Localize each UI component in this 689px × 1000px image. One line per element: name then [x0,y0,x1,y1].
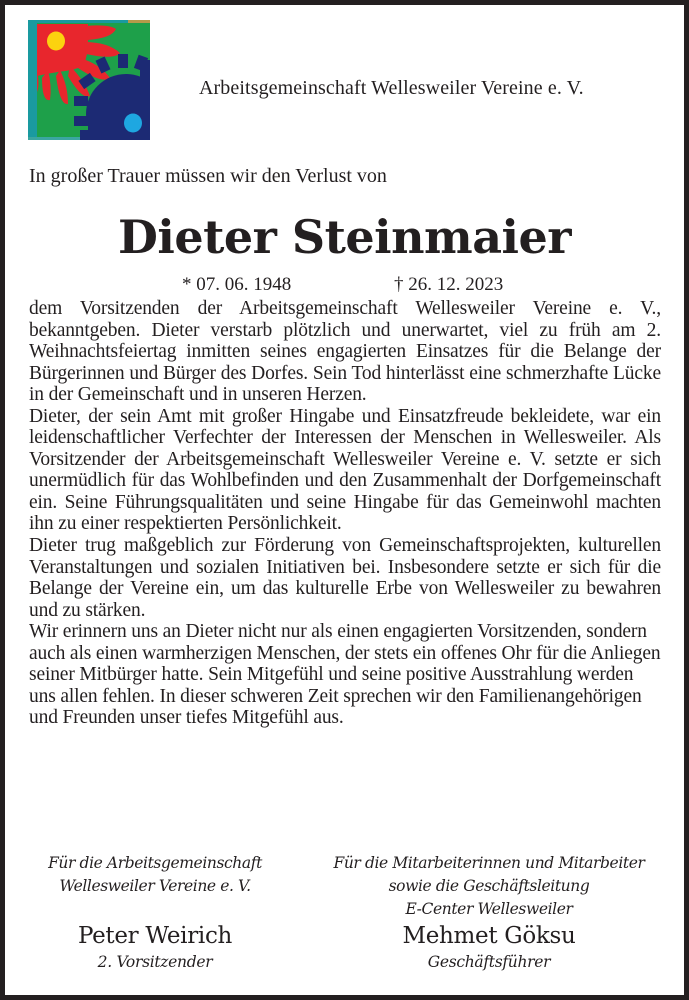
signature-org-line: E-Center Wellesweiler [405,900,573,918]
death-date: † 26. 12. 2023 [394,274,504,295]
signature-org-line: Für die Mitarbeiterinnen und Mitarbeiter [333,854,645,872]
signature-org-line: Wellesweiler Vereine e. V. [59,877,251,895]
signatory-name: Peter Weirich [77,923,233,949]
signature-org-line: Für die Arbeitsgemeinschaft [48,854,262,872]
organization-logo [28,20,150,140]
obituary-body [29,298,661,729]
life-dates [5,273,684,297]
body-paragraph: Dieter trug maßgeblich zur Förderung von Gemeinschaftsprojekten, kulturellen Veranstaltungen und sozialen Initiativen bei. Insbesondere setzte er sich für die Belange der Vereine ein, um das kulturelle Erbe von Wellesweiler zu bewahren und zu stärken. [29,535,661,621]
signature-left [11,852,299,973]
intro-line: In großer Trauer müssen wir den Verlust von [29,165,387,187]
body-paragraph: Dieter, der sein Amt mit großer Hingabe und Einsatzfreude bekleidete, war ein leidenschaftlicher Verfechter der Interessen der Menschen in Wellesweiler. Als Vorsitzender der Arbeitsgemeinschaft Wellesweiler Vereine e. V. setzte er sich unermüdlich für das Wohlbefinden und den Zusammenhalt der Dorfgemeinschaft ein. Seine Führungsqualitäten und seine Hingabe für das Gemeinwohl machten ihn zu einer respektierten Persönlichkeit. [29,405,661,535]
deceased-name: Dieter Steinmaier [117,210,571,264]
body-paragraph: Wir erinnern uns an Dieter nicht nur als einen engagierten Vorsitzenden, sondern auch als einen warmherzigen Menschen, der stets ein offenes Ohr für die Anliegen seiner Mitbürger hatte. Sein Mitgefühl und seine positive Ausstrahlung werden uns allen fehlen. In dieser schweren Zeit sprechen wir den Familienangehörigen und Freunden unser tiefes Mitgefühl aus. [29,621,661,729]
signatory-name: Mehmet Göksu [402,923,576,949]
signature-right [303,852,675,973]
obituary-notice [5,5,684,995]
spacer [11,898,299,921]
signature-org-line: sowie die Geschäftsleitung [388,877,590,895]
body-paragraph: dem Vorsitzenden der Arbeitsgemeinschaft Wellesweiler Vereine e. V., bekanntgeben. Dieter verstarb plötzlich und unerwartet, viel zu früh am 2. Weihnachtsfeiertag inmitten seines engagierten Einsatzes für die Belange der Bürgerinnen und Bürger des Dorfes. Sein Tod hinterlässt eine schmerzhafte Lücke in der Gemeinschaft und in unseren Herzen. [29,298,661,406]
organization-title: Arbeitsgemeinschaft Wellesweiler Vereine e. V. [199,77,584,99]
signatory-role: Geschäftsführer [427,953,551,971]
signatory-role: 2. Vorsitzender [97,953,213,971]
birth-date: * 07. 06. 1948 [182,274,292,295]
